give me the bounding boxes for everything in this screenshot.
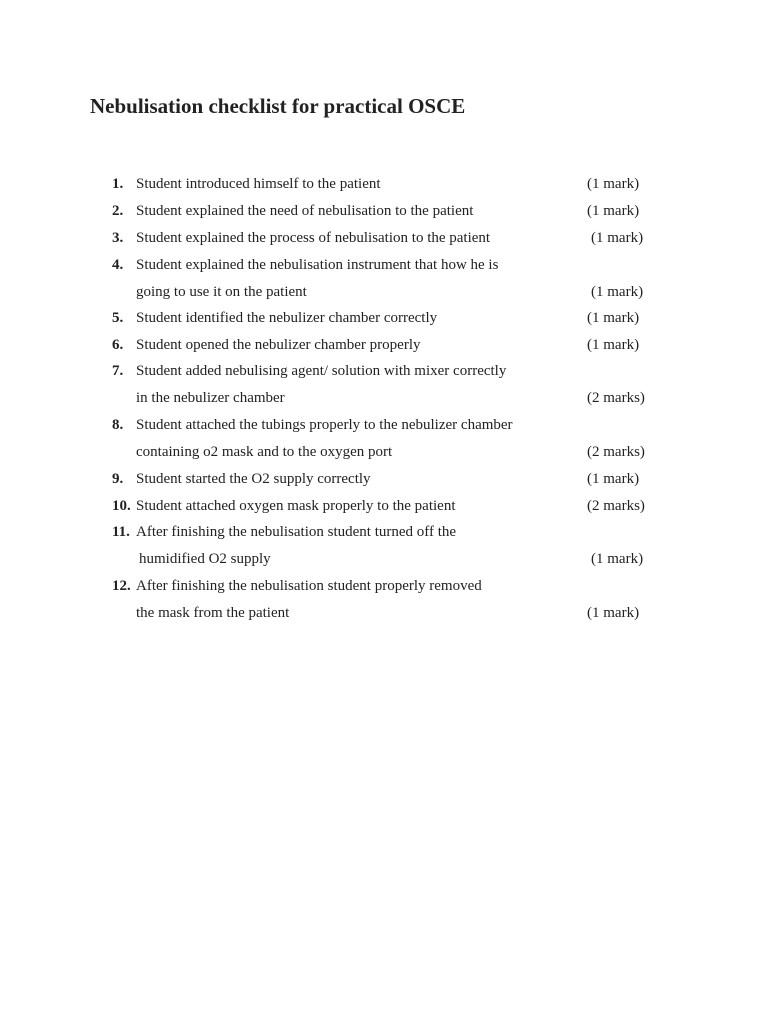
item-number: 9.: [112, 471, 124, 487]
item-text: Student attached the tubings properly to the nebulizer chamber: [136, 417, 513, 433]
item-text: humidified O2 supply: [139, 551, 271, 567]
item-marks: (2 marks): [587, 390, 645, 406]
item-text: Student identified the nebulizer chamber correctly: [136, 310, 438, 326]
item-number: 8.: [112, 417, 124, 433]
item-number: 10.: [112, 498, 131, 514]
item-number: 11.: [112, 524, 130, 540]
item-number: 4.: [112, 257, 124, 273]
item-text: Student started the O2 supply correctly: [136, 471, 371, 487]
item-marks: (2 marks): [587, 498, 645, 514]
item-number: 1.: [112, 176, 124, 192]
item-number: 7.: [112, 363, 124, 379]
item-marks: (1 mark): [591, 551, 644, 567]
item-marks: (1 mark): [587, 337, 640, 353]
item-text: Student opened the nebulizer chamber properly: [136, 337, 421, 353]
item-text: Student introduced himself to the patient: [136, 176, 381, 192]
item-text: containing o2 mask and to the oxygen port: [136, 444, 393, 460]
item-text: the mask from the patient: [136, 605, 290, 621]
item-marks: (1 mark): [587, 310, 640, 326]
item-marks: (1 mark): [591, 230, 644, 246]
page-title: Nebulisation checklist for practical OSCE: [90, 94, 466, 118]
item-marks: (1 mark): [587, 176, 640, 192]
item-text: After finishing the nebulisation student properly removed: [136, 578, 482, 594]
item-number: 5.: [112, 310, 124, 326]
item-text: Student explained the need of nebulisation to the patient: [136, 203, 474, 219]
item-text: Student attached oxygen mask properly to the patient: [136, 498, 456, 514]
item-number: 2.: [112, 203, 124, 219]
item-marks: (1 mark): [591, 284, 644, 300]
item-text: Student explained the nebulisation instrument that how he is: [136, 257, 499, 273]
item-text: Student added nebulising agent/ solution with mixer correctly: [136, 363, 507, 379]
item-text: Student explained the process of nebulisation to the patient: [136, 230, 491, 246]
item-number: 3.: [112, 230, 124, 246]
item-text: After finishing the nebulisation student turned off the: [136, 524, 457, 540]
item-marks: (2 marks): [587, 444, 645, 460]
item-marks: (1 mark): [587, 605, 640, 621]
item-number: 6.: [112, 337, 124, 353]
item-text: in the nebulizer chamber: [136, 390, 285, 406]
item-marks: (1 mark): [587, 471, 640, 487]
item-number: 12.: [112, 578, 131, 594]
item-text: going to use it on the patient: [136, 284, 307, 300]
item-marks: (1 mark): [587, 203, 640, 219]
